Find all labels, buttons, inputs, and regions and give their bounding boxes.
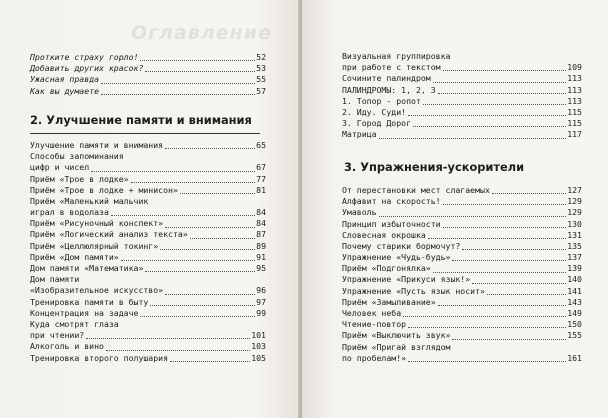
toc-entry: [30, 52, 266, 63]
toc-entry: [342, 353, 582, 364]
toc-entry-title: От перестановки мест слагаемых: [342, 184, 490, 195]
toc-entry: [30, 285, 266, 296]
toc-entry-title: Дом памяти «Математика»: [30, 263, 144, 274]
toc-entry: [342, 185, 582, 196]
toc-entry: [30, 207, 266, 218]
toc-page-number: 155: [567, 330, 582, 341]
toc-page-number: 127: [567, 184, 582, 195]
dot-leader: [433, 82, 566, 83]
toc-page-number: 84: [256, 218, 266, 229]
toc-entry: [30, 274, 266, 285]
section-title-memory: 2. Улучшение памяти и внимания: [30, 113, 252, 127]
toc-entry: [30, 308, 266, 319]
toc-entry: [30, 263, 266, 274]
toc-entry-title: Ужасная правда: [30, 74, 100, 85]
toc-entry-title: Умаволь: [342, 207, 377, 218]
dot-leader: [140, 60, 255, 61]
toc-entry-title: цифр и чисел: [30, 162, 90, 173]
toc-entry: [30, 151, 266, 162]
toc-entry-title: Куда смотрят глаза: [30, 318, 119, 329]
toc-entry: [342, 96, 582, 107]
toc-entry: [342, 286, 582, 297]
toc-page-number: 87: [256, 229, 266, 240]
toc-page-number: 149: [567, 308, 582, 319]
toc-entry-title: Приём «Выключить звук»: [342, 330, 451, 341]
toc-page-number: 84: [256, 207, 266, 218]
left-page: [0, 0, 300, 418]
toc-page-number: 113: [567, 95, 582, 106]
dot-leader: [492, 193, 566, 194]
toc-page-number: 150: [567, 319, 582, 330]
toc-entry-title: 1. Топор - ропот: [342, 95, 421, 106]
dot-leader: [408, 361, 566, 362]
toc-page-number: 77: [256, 173, 266, 184]
toc-entry-title: Приём «Трое в лодке»: [30, 173, 129, 184]
toc-entry-title: Концентрация на задаче: [30, 307, 139, 318]
dot-leader: [86, 338, 250, 339]
toc-entry-title: Принцип избыточности: [342, 218, 441, 229]
toc-page-number: 141: [567, 285, 582, 296]
dot-leader: [462, 249, 566, 250]
toc-entry-title: Приём «Трое в лодке + минисон»: [30, 184, 178, 195]
toc-entry: [342, 330, 582, 341]
toc-page-number: 161: [567, 352, 582, 363]
toc-entry-title: Чтение-повтор: [342, 319, 407, 330]
toc-page-number: 99: [256, 307, 266, 318]
toc-page-number: 129: [567, 207, 582, 218]
toc-entry: [342, 252, 582, 263]
toc-page-number: 65: [256, 139, 266, 150]
toc-page-number: 67: [256, 162, 266, 173]
toc-entry-title: Приём «Пригай взглядом: [342, 341, 451, 352]
toc-page-number: 140: [567, 274, 582, 285]
toc-page-number: 89: [256, 240, 266, 251]
toc-entry-title: Упражнение «Прикуси язык!»: [342, 274, 471, 285]
dot-leader: [101, 94, 255, 95]
dot-leader: [131, 182, 256, 183]
right-page: [302, 0, 608, 418]
toc-entry: [342, 219, 582, 230]
toc-page-number: 103: [251, 341, 266, 352]
dot-leader: [443, 204, 567, 205]
toc-entry: [342, 51, 582, 62]
toc-entry-title: Приём «Целлюлярный токинг»: [30, 240, 159, 251]
toc-page-number: 131: [567, 229, 582, 240]
toc-entry-title: 2. Иду. Суди!: [342, 106, 407, 117]
toc-entry-title: 3. Город Дорог: [342, 118, 412, 129]
toc-entry: [342, 263, 582, 274]
toc-page-number: 130: [567, 218, 582, 229]
toc-page-number: 135: [567, 240, 582, 251]
toc-entry-title: при работе с текстом: [342, 62, 441, 73]
dot-leader: [180, 193, 255, 194]
toc-entry: [30, 230, 266, 241]
toc-entry: [342, 196, 582, 207]
toc-entry-title: Добавить других красок?: [30, 63, 144, 74]
right-top-entries: [342, 51, 582, 141]
toc-entry-title: Визуальная группировка: [342, 50, 451, 61]
toc-entry: [342, 129, 582, 140]
dot-leader: [165, 148, 255, 149]
dot-leader: [423, 104, 566, 105]
bleed-through-heading: Оглавление: [131, 22, 272, 44]
toc-entry: [342, 118, 582, 129]
toc-entry: [342, 297, 582, 308]
toc-entry-title: ПАЛИНДРОМЫ: 1, 2, 3: [342, 84, 436, 95]
toc-entry: [30, 341, 266, 352]
toc-entry: [30, 252, 266, 263]
toc-entry: [30, 241, 266, 252]
toc-page-number: 109: [567, 62, 582, 73]
toc-page-number: 105: [251, 352, 266, 363]
toc-entry: [342, 319, 582, 330]
dot-leader: [472, 283, 566, 284]
toc-entry-title: Приём «Рисуночный конспект»: [30, 218, 164, 229]
toc-entry: [30, 162, 266, 173]
dot-leader: [403, 316, 566, 317]
toc-page-number: 137: [567, 252, 582, 263]
toc-entry-title: играл в водолаза: [30, 207, 109, 218]
toc-entry-title: Тренировка второго полушария: [30, 352, 169, 363]
toc-page-number: 91: [256, 251, 266, 262]
toc-entry-title: Алкоголь и вино: [30, 341, 104, 352]
toc-page-number: 115: [567, 106, 582, 117]
dot-leader: [106, 350, 250, 351]
section-title-accelerators: 3. Упражнения-ускорители: [344, 160, 525, 174]
toc-entry: [342, 107, 582, 118]
toc-page-number: 117: [567, 129, 582, 140]
toc-entry: [342, 308, 582, 319]
toc-page-number: 115: [567, 118, 582, 129]
toc-entry-title: Как вы думаете: [30, 85, 100, 96]
toc-entry: [342, 73, 582, 84]
toc-entry-title: Почему старики бормочут?: [342, 240, 461, 251]
toc-entry-title: Приём «Маленький мальчик: [30, 195, 149, 206]
toc-page-number: 95: [256, 263, 266, 274]
toc-entry: [30, 74, 266, 85]
toc-entry: [30, 319, 266, 330]
toc-page-number: 129: [567, 196, 582, 207]
toc-entry: [30, 196, 266, 207]
toc-entry-title: Алфавит на скорость!: [342, 196, 441, 207]
dot-leader: [190, 238, 255, 239]
section-rule: [30, 133, 260, 134]
toc-entry: [342, 62, 582, 73]
dot-leader: [408, 115, 566, 116]
toc-entry: [342, 230, 582, 241]
right-toc-list: [342, 185, 582, 364]
toc-entry-title: «Изобразительное искусство»: [30, 285, 164, 296]
toc-page-number: 55: [256, 74, 266, 85]
toc-entry: [30, 353, 266, 364]
dot-leader: [438, 93, 567, 94]
toc-page-number: 52: [256, 51, 266, 62]
toc-entry-title: Упражнение «Пусть язык носит»: [342, 285, 485, 296]
dot-leader: [140, 316, 255, 317]
toc-page-number: 53: [256, 63, 266, 74]
dot-leader: [443, 70, 567, 71]
toc-entry-title: Матрица: [342, 129, 377, 140]
dot-leader: [433, 272, 566, 273]
toc-entry-title: по пробелам!»: [342, 352, 407, 363]
toc-entry-title: Приём «Дом памяти»: [30, 251, 119, 262]
left-top-entries: [30, 52, 266, 97]
toc-entry: [342, 207, 582, 218]
toc-entry-title: Приём «Подгонялка»: [342, 263, 431, 274]
toc-entry: [342, 275, 582, 286]
right-section: [342, 160, 582, 174]
dot-leader: [438, 305, 567, 306]
toc-entry: [30, 297, 266, 308]
dot-leader: [165, 227, 255, 228]
toc-entry-title: Дом памяти: [30, 274, 80, 285]
dot-leader: [452, 339, 566, 340]
toc-page-number: 57: [256, 85, 266, 96]
toc-entry: [342, 241, 582, 252]
dot-leader: [91, 171, 255, 172]
toc-entry-title: Протките страху горло!: [30, 51, 139, 62]
toc-page-number: 139: [567, 263, 582, 274]
toc-entry: [30, 63, 266, 74]
toc-entry: [30, 330, 266, 341]
dot-leader: [160, 249, 255, 250]
dot-leader: [487, 294, 566, 295]
toc-entry-title: Приём «Замыливание»: [342, 296, 436, 307]
dot-leader: [145, 71, 255, 72]
toc-page-number: 96: [256, 285, 266, 296]
dot-leader: [452, 260, 566, 261]
toc-entry-title: Способы запоминания: [30, 151, 124, 162]
left-toc-list: [30, 140, 266, 364]
toc-page-number: 113: [567, 84, 582, 95]
toc-entry-title: при чтении?: [30, 330, 85, 341]
toc-page-number: 97: [256, 296, 266, 307]
toc-entry-title: Улучшение памяти и внимания: [30, 139, 164, 150]
toc-entry-title: Тренировка памяти в быту: [30, 296, 149, 307]
toc-entry: [342, 342, 582, 353]
dot-leader: [170, 361, 250, 362]
dot-leader: [150, 305, 255, 306]
dot-leader: [101, 83, 255, 84]
dot-leader: [413, 126, 566, 127]
left-section: [30, 113, 266, 134]
toc-entry: [30, 218, 266, 229]
toc-page-number: 101: [251, 330, 266, 341]
dot-leader: [165, 294, 255, 295]
toc-entry-title: Словесная окрошка: [342, 229, 426, 240]
toc-page-number: 143: [567, 296, 582, 307]
dot-leader: [145, 271, 255, 272]
toc-entry: [30, 86, 266, 97]
dot-leader: [443, 227, 567, 228]
dot-leader: [379, 138, 567, 139]
dot-leader: [428, 238, 566, 239]
toc-entry-title: Человек неба: [342, 308, 402, 319]
toc-entry-title: Упражнение «Чудь-будь»: [342, 252, 451, 263]
dot-leader: [121, 260, 255, 261]
toc-entry: [30, 174, 266, 185]
toc-entry-title: Сочините палиндром: [342, 73, 431, 84]
toc-page-number: 113: [567, 73, 582, 84]
dot-leader: [379, 216, 567, 217]
toc-entry: [30, 185, 266, 196]
dot-leader: [408, 327, 566, 328]
toc-page-number: 81: [256, 184, 266, 195]
toc-entry: [30, 140, 266, 151]
toc-entry: [342, 85, 582, 96]
toc-entry-title: Приём «Логический анализ текста»: [30, 229, 188, 240]
dot-leader: [111, 215, 255, 216]
